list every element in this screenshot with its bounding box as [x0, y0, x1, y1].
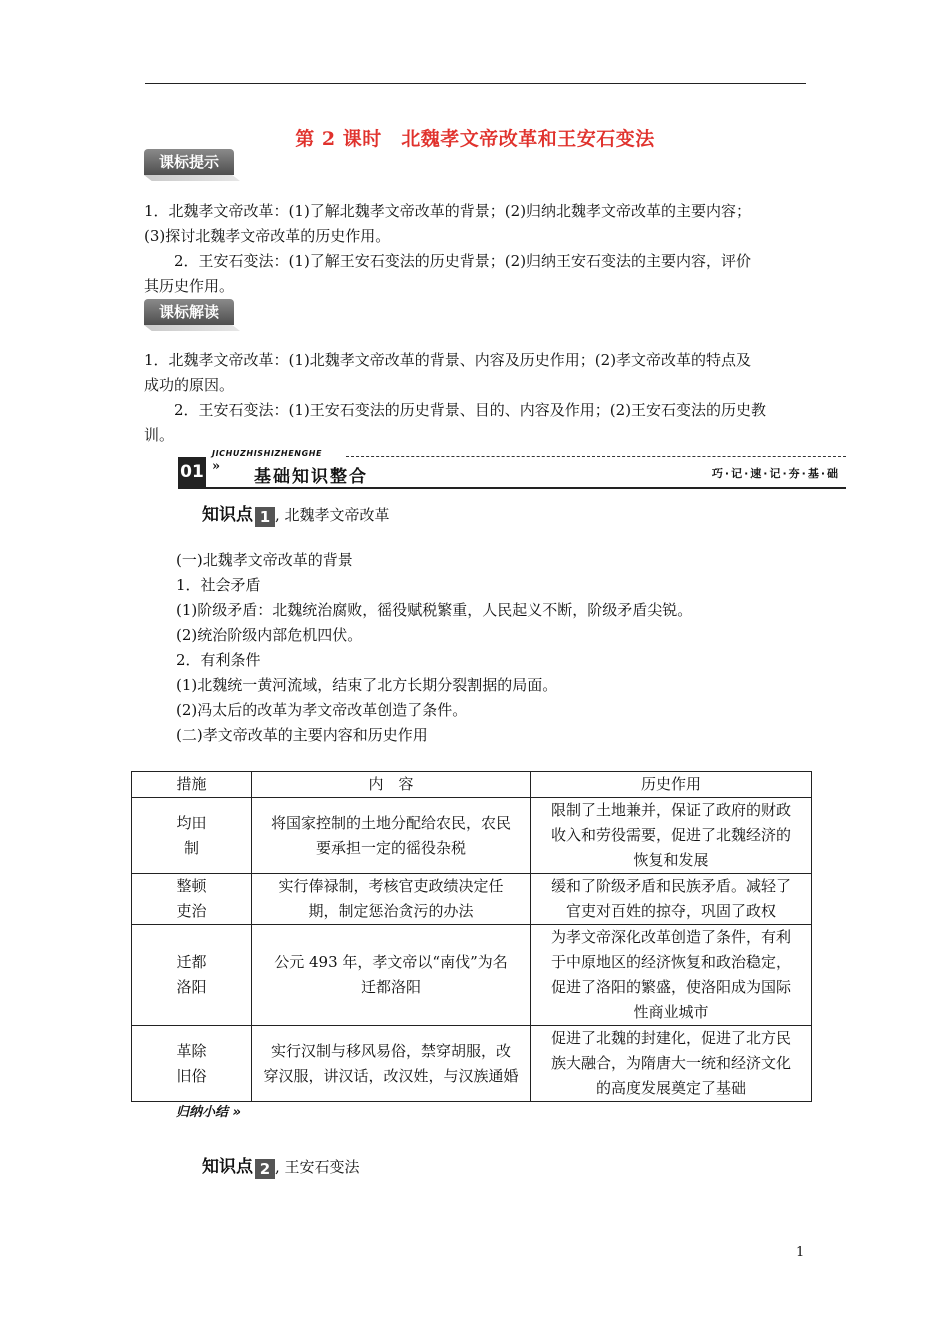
standard-1a: 1．北魏孝文帝改革：(1)了解北魏孝文帝改革的背景；(2)归纳北魏孝文帝改革的主要内容； — [144, 202, 752, 220]
interpret-2b: 训。 — [144, 426, 175, 444]
table-cell-measure: 均田 制 — [132, 798, 252, 874]
reform-table — [131, 771, 812, 1102]
body-line: (二)孝文帝改革的主要内容和历史作用 — [176, 726, 428, 744]
table-cell-content: 实行汉制与移风易俗，禁穿胡服，改 穿汉服，讲汉话，改汉姓，与汉族通婚 — [252, 1026, 531, 1102]
table-row — [132, 874, 812, 925]
table-cell-measure: 整顿 吏治 — [132, 874, 252, 925]
table-cell-content: 公元 493 年，孝文帝以“南伐”为名 迁都洛阳 — [252, 925, 531, 1026]
body-line: (1)北魏统一黄河流域，结束了北方长期分裂割据的局面。 — [176, 676, 558, 694]
section-pinyin: JICHUZHISHIZHENGHE — [212, 449, 323, 458]
table-row — [132, 1026, 812, 1102]
body-line: (一)北魏孝文帝改革的背景 — [176, 551, 353, 569]
table-header-row — [132, 772, 812, 798]
interpret-1a: 1．北魏孝文帝改革：(1)北魏孝文帝改革的背景、内容及历史作用；(2)孝文帝改革的特点及 — [144, 351, 752, 369]
interpret-2a: 2．王安石变法：(1)王安石变法的历史背景、目的、内容及作用；(2)王安石变法的历史教 — [174, 401, 767, 419]
standard-1b: (3)探讨北魏孝文帝改革的历史作用。 — [144, 227, 391, 245]
standard-2b: 其历史作用。 — [144, 277, 235, 295]
table-header: 内 容 — [252, 772, 531, 798]
table-header: 历史作用 — [531, 772, 812, 798]
table-cell-content: 将国家控制的土地分配给农民，农民 要承担一定的徭役杂税 — [252, 798, 531, 874]
section-base-line — [178, 487, 846, 489]
knowledge-point-number: 2 — [255, 1159, 275, 1179]
section-slogan: 巧·记·速·记·夯·基·础 — [711, 467, 840, 480]
section-number: 01 — [178, 457, 206, 487]
table-cell-content: 实行俸禄制，考核官吏政绩决定任 期，制定惩治贪污的办法 — [252, 874, 531, 925]
tag-standard: 课标提示 — [144, 149, 234, 175]
body-line: (2)统治阶级内部危机四伏。 — [176, 626, 363, 644]
table-cell-effect: 为孝文帝深化改革创造了条件，有利 于中原地区的经济恢复和政治稳定， 促进了洛阳的繁盛，使洛阳成为国际 性商业城市 — [531, 925, 812, 1026]
page-number: 1 — [796, 1245, 805, 1260]
chevron-icon: » — [212, 459, 221, 474]
table-cell-effect: 限制了土地兼并，保证了政府的财政 收入和劳役需要，促进了北魏经济的 恢复和发展 — [531, 798, 812, 874]
page-title: 第 2 课时 北魏孝文帝改革和王安石变法 — [295, 128, 655, 150]
knowledge-point-2 — [202, 1152, 360, 1179]
knowledge-point-label: 知识点 — [202, 505, 253, 525]
knowledge-point-label: 知识点 — [202, 1157, 253, 1177]
standard-2a: 2．王安石变法：(1)了解王安石变法的历史背景；(2)归纳王安石变法的主要内容，评价 — [174, 252, 752, 270]
table-cell-effect: 促进了北魏的封建化，促进了北方民 族大融合，为隋唐大一统和经济文化 的高度发展奠定了基础 — [531, 1026, 812, 1102]
body-line: 2．有利条件 — [176, 651, 261, 669]
body-line: 1．社会矛盾 — [176, 576, 261, 594]
interpret-1b: 成功的原因。 — [144, 376, 235, 394]
table-cell-effect: 缓和了阶级矛盾和民族矛盾。减轻了 官吏对百姓的掠夺，巩固了政权 — [531, 874, 812, 925]
section-dash-line — [346, 456, 846, 457]
table-header: 措施 — [132, 772, 252, 798]
section-heading: 基础知识整合 — [254, 467, 368, 487]
table-cell-measure: 迁都 洛阳 — [132, 925, 252, 1026]
knowledge-point-1 — [202, 500, 390, 527]
tag-interpret: 课标解读 — [144, 299, 234, 325]
body-line: (2)冯太后的改革为孝文帝改革创造了条件。 — [176, 701, 468, 719]
knowledge-point-name: , 北魏孝文帝改革 — [275, 506, 390, 524]
summary-label: 归纳小结 » — [176, 1105, 241, 1120]
knowledge-point-number: 1 — [255, 507, 275, 527]
table-row — [132, 798, 812, 874]
knowledge-point-name: , 王安石变法 — [275, 1158, 360, 1176]
body-line: (1)阶级矛盾：北魏统治腐败，徭役赋税繁重，人民起义不断，阶级矛盾尖锐。 — [176, 601, 693, 619]
header-rule — [145, 83, 806, 84]
table-row — [132, 925, 812, 1026]
section-header — [178, 449, 846, 491]
table-cell-measure: 革除 旧俗 — [132, 1026, 252, 1102]
